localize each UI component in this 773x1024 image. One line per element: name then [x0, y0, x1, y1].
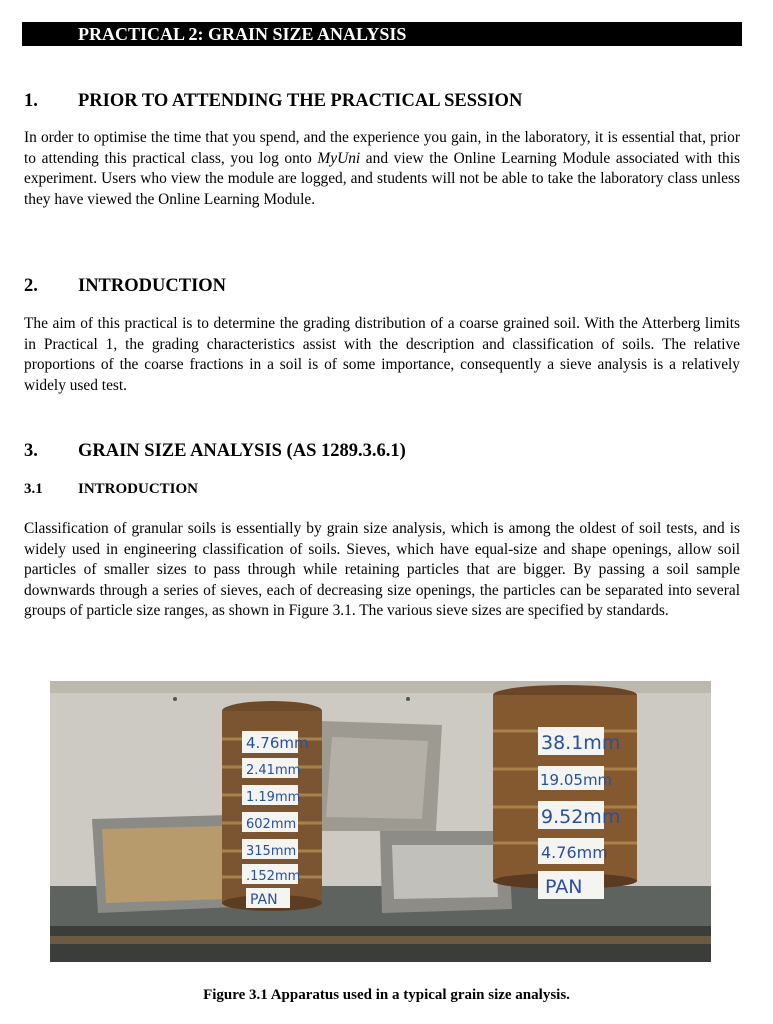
section-title: PRIOR TO ATTENDING THE PRACTICAL SESSION — [78, 91, 523, 111]
section-number: 3. — [24, 441, 38, 461]
section-1-paragraph — [24, 128, 740, 210]
right-label-5: PAN — [545, 876, 583, 898]
paragraph-text: In order to optimise the time that you spend, and the experience you gain, in the laboratory, it is essential that, prior to attending this practical class, you log onto — [24, 129, 740, 167]
section-2-paragraph: The aim of this practical is to determine the grading distribution of a coarse grained soil. With the Atterberg limits in Practical 1, the grading characteristics assist with the description and classification of soils. The relative proportions of the coarse fractions in a soil is of some importance, consequently a sieve analysis is a relatively widely used test. — [24, 315, 740, 394]
left-label-3: 1.19mm — [246, 790, 301, 805]
section-1-heading — [24, 90, 522, 112]
subsection-number: 3.1 — [24, 481, 43, 497]
page-title-bar — [22, 22, 742, 46]
left-label-6: .152mm — [246, 869, 301, 884]
myuni-link-text: MyUni — [317, 149, 361, 167]
right-label-1: 38.1mm — [541, 732, 621, 754]
left-label-7: PAN — [250, 892, 278, 908]
figure-caption: Figure 3.1 Apparatus used in a typical grain size analysis. — [203, 987, 570, 1003]
section-2-heading — [24, 275, 226, 297]
sieve-apparatus-illustration — [50, 681, 711, 962]
section-title: INTRODUCTION — [78, 276, 227, 296]
subsection-title: INTRODUCTION — [78, 481, 199, 497]
section-number: 2. — [24, 276, 38, 296]
page-title: PRACTICAL 2: GRAIN SIZE ANALYSIS — [78, 24, 407, 44]
left-label-1: 4.76mm — [246, 734, 309, 752]
left-label-2: 2.41mm — [246, 763, 301, 778]
section-3-heading — [24, 440, 406, 462]
right-label-3: 9.52mm — [541, 806, 621, 828]
right-label-4: 4.76mm — [541, 843, 608, 862]
figure-photo — [50, 681, 711, 962]
subsection-3-1-heading — [24, 479, 198, 499]
section-number: 1. — [24, 91, 38, 111]
section-title: GRAIN SIZE ANALYSIS (AS 1289.3.6.1) — [78, 441, 406, 461]
subsection-3-1-paragraph: Classification of granular soils is essentially by grain size analysis, which is among the oldest of soil tests, and is widely used in engineering classification of soils. Sieves, which have equal-size and shape openings, allow soil particles of smaller sizes to pass through while retaining particles that are bigger. By passing a soil sample downwards through a series of sieves, each of decreasing size openings, the particles can be separated into several groups of particle size ranges, as shown in Figure 3.1. The various sieve sizes are specified by standards. — [24, 520, 740, 619]
left-label-5: 315mm — [246, 844, 297, 859]
right-label-2: 19.05mm — [540, 771, 613, 789]
paragraph-text: and view the Online Learning Module associated with this experiment. Users who view the module are logged, and students will not be able to take the laboratory class unless they have viewed the Online Learning Module. — [24, 149, 740, 208]
left-label-4: 602mm — [246, 817, 297, 832]
